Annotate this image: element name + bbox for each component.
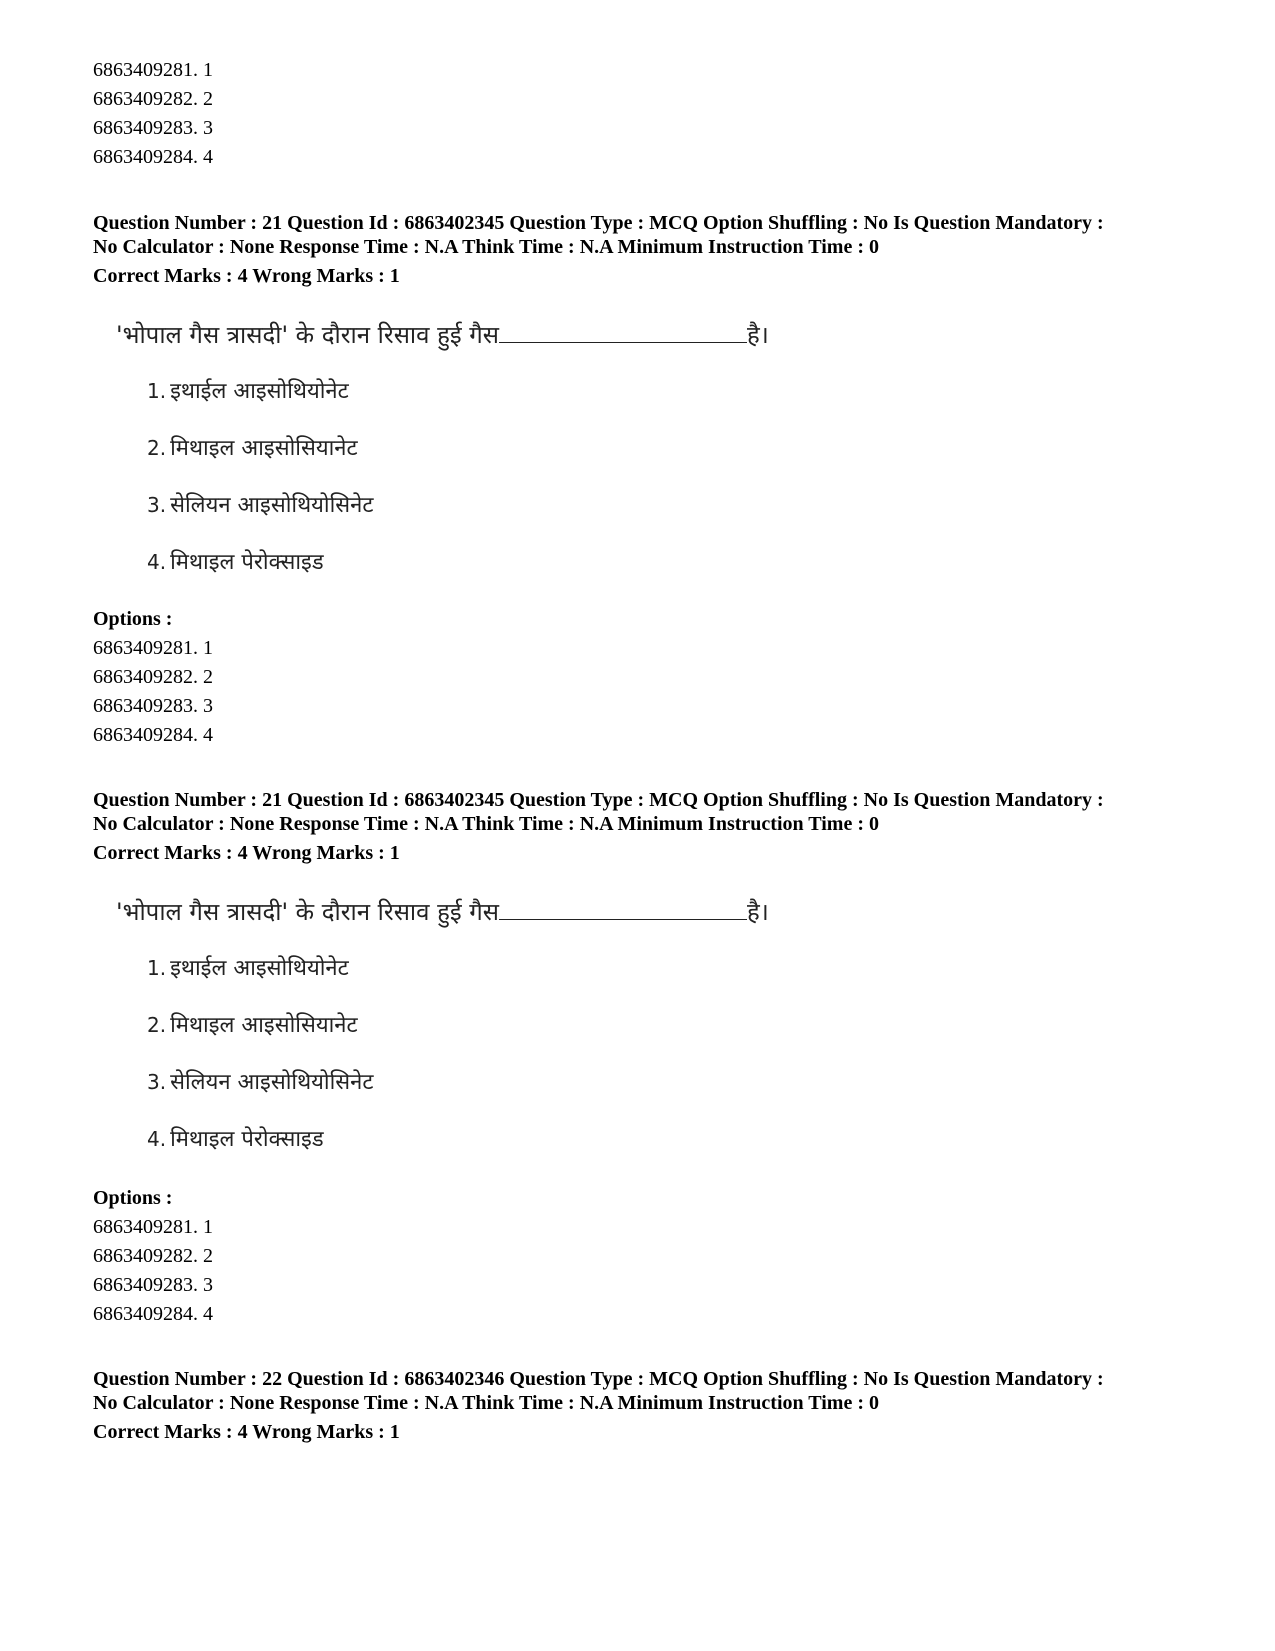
question-stem-after: है। xyxy=(747,321,769,349)
question-meta-line-2: No Calculator : None Response Time : N.A Think Time : N.A Minimum Instruction Time : 0 xyxy=(93,236,879,258)
question-stem xyxy=(116,895,769,928)
choice-text: इथाईल आइसोथियोनेट xyxy=(170,956,349,981)
question-meta-line-2: No Calculator : None Response Time : N.A Think Time : N.A Minimum Instruction Time : 0 xyxy=(93,813,879,835)
choice-number: 1. xyxy=(147,379,167,403)
choice-number: 2. xyxy=(147,1013,167,1037)
question-choice xyxy=(147,490,373,521)
choice-number: 3. xyxy=(147,493,167,517)
choice-number: 2. xyxy=(147,436,167,460)
question-stem-before: 'भोपाल गैस त्रासदी' के दौरान रिसाव हुई गैस xyxy=(116,321,500,349)
question-stem xyxy=(116,318,769,351)
question-marks: Correct Marks : 4 Wrong Marks : 1 xyxy=(93,1421,400,1443)
choice-number: 1. xyxy=(147,956,167,980)
options-label: Options : xyxy=(93,608,173,630)
question-stem-before: 'भोपाल गैस त्रासदी' के दौरान रिसाव हुई गैस xyxy=(116,898,500,926)
question-meta-line-2: No Calculator : None Response Time : N.A Think Time : N.A Minimum Instruction Time : 0 xyxy=(93,1392,879,1414)
options-label: Options : xyxy=(93,1187,173,1209)
question-choice xyxy=(147,1067,373,1098)
question-meta-line-1: Question Number : 21 Question Id : 6863402345 Question Type : MCQ Option Shuffling : No Is Question Mandatory : xyxy=(93,789,1104,811)
choice-text: मिथाइल पेरोक्साइड xyxy=(170,1127,324,1152)
question-choice xyxy=(147,953,349,984)
question-choice xyxy=(147,1124,324,1155)
choice-text: मिथाइल पेरोक्साइड xyxy=(170,550,324,575)
choice-number: 4. xyxy=(147,550,167,574)
question-marks: Correct Marks : 4 Wrong Marks : 1 xyxy=(93,842,400,864)
question-choice xyxy=(147,376,349,407)
question-choice xyxy=(147,547,324,578)
option-line: 6863409282. 2 xyxy=(93,1245,213,1267)
choice-text: मिथाइल आइसोसियानेट xyxy=(170,1013,358,1038)
question-meta-line-1: Question Number : 21 Question Id : 6863402345 Question Type : MCQ Option Shuffling : No Is Question Mandatory : xyxy=(93,212,1104,234)
option-line: 6863409281. 1 xyxy=(93,637,213,659)
option-line: 6863409282. 2 xyxy=(93,666,213,688)
choice-text: सेलियन आइसोथियोसिनेट xyxy=(170,493,374,518)
choice-text: इथाईल आइसोथियोनेट xyxy=(170,379,349,404)
option-line: 6863409284. 4 xyxy=(93,724,213,746)
option-line: 6863409281. 1 xyxy=(93,59,213,81)
answer-blank xyxy=(499,895,747,920)
choice-number: 4. xyxy=(147,1127,167,1151)
option-line: 6863409283. 3 xyxy=(93,117,213,139)
question-choice xyxy=(147,1010,358,1041)
question-meta-line-1: Question Number : 22 Question Id : 6863402346 Question Type : MCQ Option Shuffling : No Is Question Mandatory : xyxy=(93,1368,1104,1390)
option-line: 6863409283. 3 xyxy=(93,1274,213,1296)
answer-blank xyxy=(499,318,747,343)
choice-number: 3. xyxy=(147,1070,167,1094)
option-line: 6863409283. 3 xyxy=(93,695,213,717)
option-line: 6863409282. 2 xyxy=(93,88,213,110)
question-choice xyxy=(147,433,358,464)
choice-text: मिथाइल आइसोसियानेट xyxy=(170,436,358,461)
question-stem-after: है। xyxy=(747,898,769,926)
choice-text: सेलियन आइसोथियोसिनेट xyxy=(170,1070,374,1095)
option-line: 6863409284. 4 xyxy=(93,1303,213,1325)
question-marks: Correct Marks : 4 Wrong Marks : 1 xyxy=(93,265,400,287)
option-line: 6863409284. 4 xyxy=(93,146,213,168)
option-line: 6863409281. 1 xyxy=(93,1216,213,1238)
